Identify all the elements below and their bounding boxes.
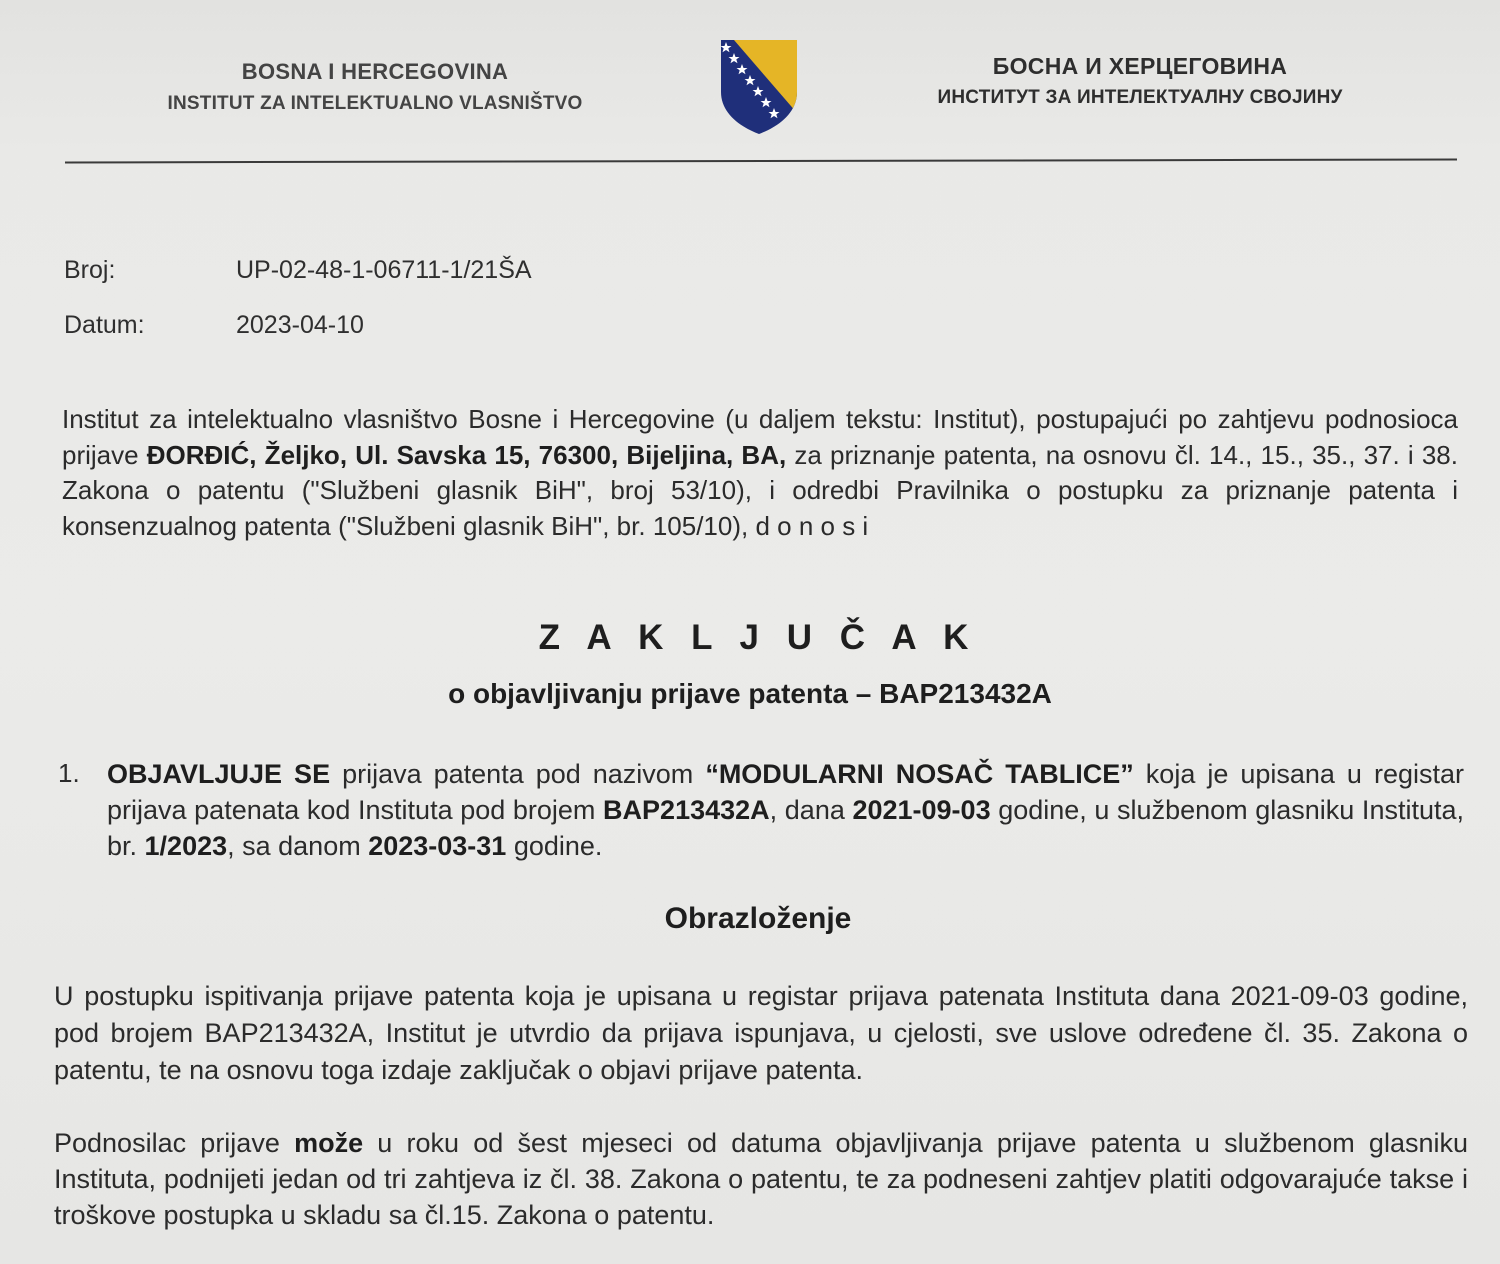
document-title: Z A K L J U Č A K: [538, 618, 978, 657]
application-number: BAP213432A: [603, 795, 770, 825]
reasoning-paragraph-1: U postupku ispitivanja prijave patenta koja je upisana u registar prijava patenata Instituta dana 2021-09-03 godine, pod brojem BAP213432A, Institut je utvrdio da prijava ispunjava, u cjelosti, sve uslove određene čl. 35. Zakona o patentu, te na osnovu toga izdaje zaključak o objavi prijave patenta.: [54, 981, 1468, 1085]
item-lead: OBJAVLJUJE SE: [107, 759, 331, 789]
item-text-2: koja je upisana u registar prijava patenata kod Instituta pod brojem: [107, 759, 1464, 825]
header-right-institute: ИНСТИТУТ ЗА ИНТЕЛЕКТУАЛНУ СВОЈИНУ: [937, 87, 1343, 108]
filing-date: 2021-09-03: [852, 795, 991, 825]
datum-value: 2023-04-10: [236, 311, 364, 339]
reasoning-p2-emphasis: može: [294, 1128, 364, 1158]
reasoning-heading: Obrazloženje: [664, 902, 852, 935]
header-left: [140, 58, 610, 122]
header-divider: [65, 159, 1457, 164]
coat-of-arms-icon: [718, 38, 800, 136]
item-number: 1.: [58, 758, 80, 788]
item-1-paragraph: [107, 756, 1464, 864]
patent-name: “MODULARNI NOSAČ TABLICE”: [705, 759, 1134, 789]
intro-donosi: d o n o s i: [755, 510, 869, 541]
reasoning-p2-text-1: Podnosilac prijave: [54, 1128, 295, 1158]
broj-label: Broj:: [64, 256, 116, 284]
document-subtitle: o objavljivanju prijave patenta – BAP213432A: [448, 678, 1052, 709]
item-text-1: prijava patenta pod nazivom: [330, 759, 706, 789]
datum-label: Datum:: [64, 311, 145, 339]
header-left-country: BOSNA I HERCEGOVINA: [241, 59, 509, 84]
broj-value: UP-02-48-1-06711-1/21ŠA: [236, 256, 532, 284]
header-right-country: БОСНА И ХЕРЦЕГОВИНА: [992, 53, 1288, 79]
item-text-6: godine.: [506, 831, 603, 861]
reasoning-paragraph-2: [54, 1125, 1468, 1233]
header-left-institute: INSTITUT ZA INTELEKTUALNO VLASNIŠTVO: [167, 93, 583, 114]
applicant-details: ĐORĐIĆ, Željko, Ul. Savska 15, 76300, Bijeljina, BA,: [146, 439, 787, 470]
header-right: [900, 52, 1380, 116]
intro-paragraph: [62, 402, 1458, 544]
publication-date: 2023-03-31: [368, 831, 507, 861]
item-text-5: , sa danom: [227, 831, 369, 861]
item-text-3: , dana: [769, 795, 853, 825]
gazette-issue: 1/2023: [144, 831, 228, 861]
reasoning-p2-text-2: u roku od šest mjeseci od datuma objavljivanja prijave patenta u službenom glasniku Instituta, podnijeti jedan od tri zahtjeva iz čl. 38. Zakona o patentu, te za podneseni zahtjev platiti odgovarajuće takse i troškove postupka u skladu sa čl.15. Zakona o patentu.: [54, 1128, 1468, 1230]
intro-text-2: za priznanje patenta, na osnovu čl. 14., 15., 35., 37. i 38. Zakona o patentu ("Službeni glasnik BiH", broj 53/10), i odredbi Pravilnika o postupku za priznanje patenta i konsenzualnog patenta ("Službeni glasnik BiH", br. 105/10),: [62, 439, 1458, 541]
intro-text-1: Institut za intelektualno vlasništvo Bosne i Hercegovine (u daljem tekstu: Institut), postupajući po zahtjevu podnosioca prijave: [62, 404, 1458, 470]
item-text-4: godine, u službenom glasniku Instituta, br.: [107, 795, 1464, 861]
